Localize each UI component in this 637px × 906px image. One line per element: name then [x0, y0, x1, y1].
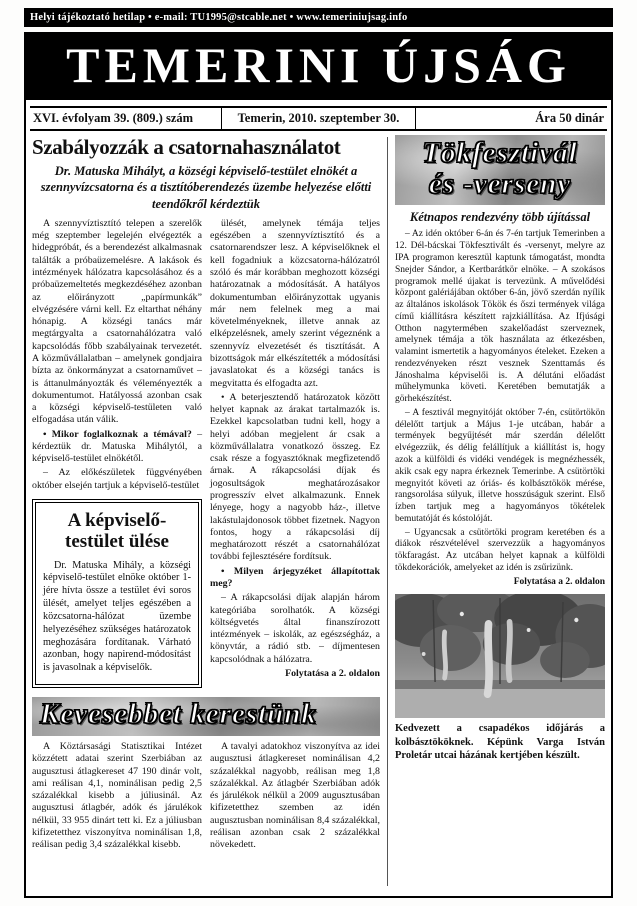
issue-info-bar [30, 106, 607, 131]
earnings-headline-banner [32, 697, 380, 736]
paragraph: – A fesztivál megnyitóját október 7-én, csütörtökön délelőtt tartjuk a Május 1-je utcában, habár a termények begyűjtését már szerdán délelőtt elvégezzük, és délig felállítjuk a kiállítást is, hogy azok a külföldi és vidéki vendégek is megnézhessék, akik csak egy napra érkeznek Temerinbe. A csütörtöki megnyitót követi az óriás- és kolbásztökök mérése, rangsorolása súlyuk, illetve hosszúságuk szerint. Első ízben tartjuk meg a hagyományos tökételek bemutatóját és kóstolóját. [395, 407, 605, 524]
main-subhead: Dr. Matuska Mihályt, a községi képviselő-testület elnökét a szennyvízcsatorna és a tisztítóberendezés üzembe helyezése előtti teendőkről kérdeztük [40, 164, 372, 211]
earnings-col2 [210, 741, 380, 854]
garden-photo-illustration [395, 594, 605, 718]
earnings-col1 [32, 741, 202, 854]
question-paragraph [32, 429, 202, 466]
pumpkin-body [395, 229, 605, 590]
page-content [26, 131, 611, 896]
paragraph: – Az előkészületek függvényében október elsején tartjuk a képviselő-testület [32, 467, 202, 491]
pumpkin-headline-banner [395, 135, 605, 205]
pumpkin-headline-line1: Tökfesztivál [422, 137, 578, 169]
newspaper-page [24, 8, 613, 898]
earnings-article [32, 688, 380, 853]
garden-photo [395, 594, 605, 718]
paragraph: A tavalyi adatokhoz viszonyítva az idei augusztusi átlagkereset nominálisan 4,2 százalékkal nagyobb, reálisan meg 1,8 százalékkal. Az átlagbér Szerbiában adók és járulékok nélkül a 2009 augusztusában kifizetetthez szemben az idén augusztusban nominálisan 8,4 százalékkal, reálisan azonban csak 2 százalékkal növekedett. [210, 741, 380, 851]
main-article-col2 [210, 218, 380, 688]
question-bold: • Mikor foglalkoznak a témával? [43, 428, 192, 440]
main-article-col1 [32, 218, 202, 688]
pumpkin-subhead: Kétnapos rendezvény több újítással [409, 210, 591, 225]
photo-caption: Kedvezett a csapadékos időjárás a kolbásztököknek. Képünk Varga István Proletár utcai házának kertjében készült. [395, 723, 605, 762]
paragraph: A szennyvíztisztító telepen a szerelők még szeptember legelején elvégezték a hidegpróbát, és a berendezést alkalmasnak találták a próbaüzemelésre. A lakások és intézmények hálózatra kapcsolásához és a próbaüzemeltetés megkezdéséhez azonban az előirányzott „papírmunkák” elvégzésére várni kell. Ez eltarthat néhány hónapig. A községi tanács már megtárgyalta a csatornahálózatra való kapcsolódás főbb szabályainak tervezetét. A közművállalatban – amelynek gondjaira bízta az önkormányzat a csatornaművet – is áttanulmányozták és véleményezték a dokumentumot. Hatályossá azonban csak a községi képviselő-testületen való elfogadása után válik. [32, 217, 202, 426]
topbar [24, 8, 613, 27]
issue-number: XVI. évfolyam 39. (809.) szám [33, 111, 194, 125]
section-divider [387, 137, 388, 886]
council-session-box-inner [35, 502, 199, 685]
paragraph: – A rákapcsolási díjak alapján három kategóriába sorolhatók. A községi költségvetés által finanszírozott intézmények – iskolák, az egészségház, a könyvtár, a rádió stb. – díjmentesen kapcsolódnak a hálózatra. [210, 592, 380, 665]
newspaper-title: TEMERINI ÚJSÁG [66, 37, 571, 93]
paragraph: • A beterjesztendő határozatok között helyet kapnak az árakat tartalmazók is. Ezekkel kapcsolatban tudni kell, hogy a helyi adóban megjelent ár csak a közművállalatra vonatkozó összeg. Ez csak része a fogyasztóknak megfizetendő árnak. A rákapcsolási díjak és jogosultságok meghatározásakor progresszív elvet alkalmazunk. Ennek lényege, hogy a nagyobb ház-, illetve lakástulajdonosok többet fizetnek. Nagyon fontos, hogy a rákapcsolási díj meghatározott részét a csatornahálózat további fejlesztésére fordítsuk. [210, 391, 380, 563]
main-article-columns [32, 218, 380, 688]
paragraph: – Ugyancsak a csütörtöki program keretében és a diákok részvételével szervezzük a hagyományos tökfaragást. Az utcában helyet kapnak a külföldi tökdekorációk, amelyeket az idén is zsűrizünk. [395, 527, 605, 573]
topbar-text: Helyi tájékoztató hetilap • e-mail: TU1995@stcable.net • www.temeriniujsag.info [30, 12, 408, 23]
left-section [32, 135, 380, 888]
paragraph: A Köztársasági Statisztikai Intézet közzétett adatai szerint Szerbiában az augusztusi átlagkereset 47 190 dinár volt, ami reálisan 4,1, nominálisan pedig 2,5 százalékkal kisebb a júliusinál. Az augusztusi átlagbér, adók és járulékok nélkül, 33 955 dinárt tett ki. Ez a júliusban kifizetetthez viszonyítva nominálisan 1,8, reálisan pedig 3,4 százalékkal kisebb. [32, 741, 202, 851]
main-headline: Szabályozzák a csatornahasználatot [32, 136, 341, 159]
question-paragraph [210, 566, 380, 591]
question-bold: • Milyen árjegyzéket állapítottak meg? [210, 565, 380, 589]
masthead [26, 34, 611, 100]
earnings-columns [32, 741, 380, 854]
council-box-body: Dr. Matuska Mihály, a községi képviselő-testület elnöke október 1-jére hívta össze a testület évi soros ülését, amelyet teljes egészében a közcsatorna-hálózat üzembe helyezéséhez szükséges határozatok meghozására fordítanak. Várható azonban, hogy napirend-módosítást is javasolnak a képviselők. [43, 559, 191, 674]
pumpkin-article [395, 135, 605, 888]
paragraph: – Az idén október 6-án és 7-én tartjuk Temerinben a 12. Dél-bácskai Tökfesztivált és -versenyt, melyre az IPA programon keresztül kaptunk támogatást, mondta Snejder Sándor, a Kertbarátkör elnöke. – A szokásos programok mellé újakat is tervezünk. A művelődési központ galériájában október 6-án, jövő szerdán nyílik az általános iskolások Tökök és őszi termények világa című kiállításra készített rajzkiállítása. Az Ifjúsági Otthon nagytermében szakelőadást szerveznek, amelynek témája a tök használata az étkezésben, valamint ismertetik a hagyományos ételeket. Ezeken a rendezvényeken részt vesznek Szenttamás és Jánoshalma képviselői is. A délutáni előadást műhelymunka követi. Keretében bemutatják a görhekészítést. [395, 229, 605, 405]
issue-price: Ára 50 dinár [535, 111, 604, 125]
pumpkin-headline-line2: és -verseny [428, 167, 572, 200]
page-frame [24, 32, 613, 898]
paragraph: ülését, amelynek témája teljes egészében a szennyvíztisztító és a csatornarendszer lesz. A képviselőknek el kell fogadniuk a közcsatorna-hálózatról szóló és már korábban meghozott községi határozatnak a módosítását. A hatályos dokumentumban előirányzottak ugyanis már nem felelnek meg a mai követelményeknek, illetve annak az elképzelésnek, amely szerint végeznénk a szennyvíz elvezetését és tisztítását. A bizottságok már elkészítették a módosítási javaslatokat és a községi tanács is megvitatta és elfogadta azt. [210, 217, 380, 389]
council-box-title: A képviselő-testület ülése [65, 510, 169, 553]
continued-note: Folytatása a 2. oldalon [513, 576, 605, 587]
earnings-headline: Kevesebbet kerestünk [40, 698, 317, 731]
issue-date: Temerin, 2010. szeptember 30. [221, 108, 417, 129]
question-rest: – kérdeztük dr. Matuska Mihálytól, a képviselő-testület elnökétől. [32, 428, 202, 465]
continued-note: Folytatása a 2. oldalon [285, 667, 380, 679]
council-session-box [32, 499, 202, 688]
